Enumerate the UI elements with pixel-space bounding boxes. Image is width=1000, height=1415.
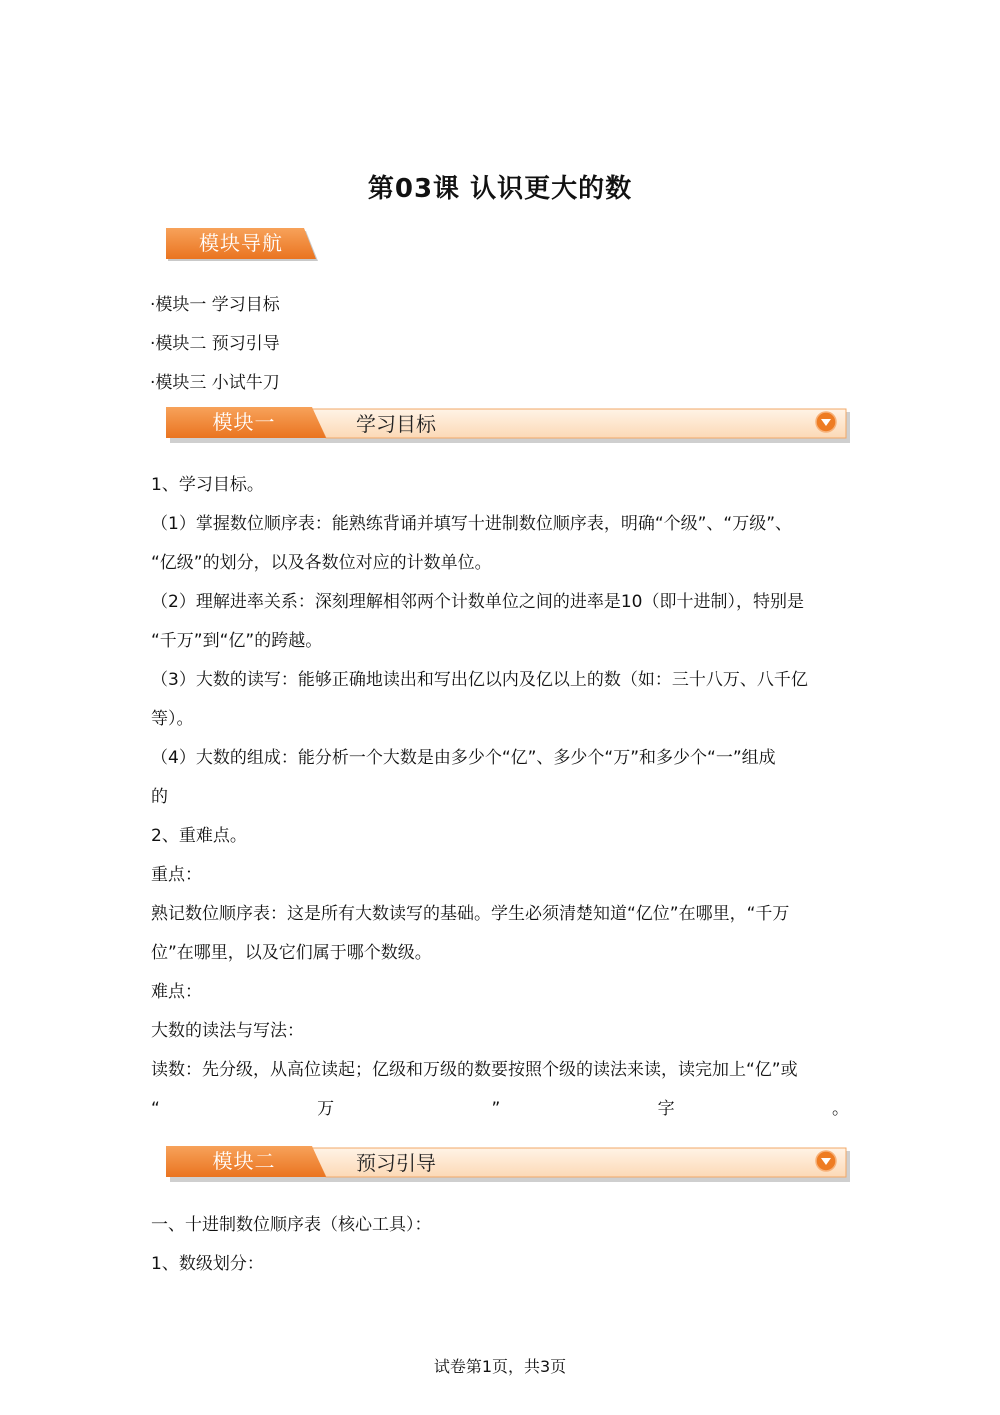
text-line: 1、学习目标。 <box>151 475 264 495</box>
module2-name: 预习引导 <box>356 1151 436 1175</box>
text-fragment: 字 <box>657 1099 675 1119</box>
chevron-down-icon[interactable] <box>815 411 837 433</box>
text-line: （2）理解进率关系：深刻理解相邻两个计数单位之间的进率是10（即十进制），特别是 <box>151 592 804 612</box>
text-line: 难点： <box>151 982 202 1002</box>
text-line: “亿级”的划分，以及各数位对应的计数单位。 <box>151 553 492 573</box>
text-line: 读数：先分级，从高位读起；亿级和万级的数要按照个级的读法来读，读完加上“亿”或 <box>151 1060 798 1080</box>
nav-item[interactable]: ·模块二 预习引导 <box>150 334 280 354</box>
text-line: 1、数级划分： <box>151 1254 264 1274</box>
text-fragment: 。 <box>832 1099 849 1119</box>
page-footer: 试卷第1页，共3页 <box>433 1357 567 1376</box>
text-line: （4）大数的组成：能分析一个大数是由多少个“亿”、多少个“万”和多少个“一”组成 <box>151 748 776 768</box>
text-line: （1）掌握数位顺序表：能熟练背诵并填写十进制数位顺序表，明确“个级”、“万级”、 <box>151 514 793 534</box>
text-fragment: ” <box>491 1099 501 1119</box>
text-line: 2、重难点。 <box>151 826 247 846</box>
text-line: （3）大数的读写：能够正确地读出和写出亿以内及亿以上的数（如：三十八万、八千亿 <box>151 670 808 690</box>
module1-label: 模块一 <box>212 410 276 434</box>
nav-item[interactable]: ·模块三 小试牛刀 <box>150 373 280 393</box>
page-title: 第03课 认识更大的数 <box>367 174 633 204</box>
text-line: 位”在哪里，以及它们属于哪个数级。 <box>151 943 432 963</box>
text-line: 等）。 <box>151 709 194 729</box>
module2-label: 模块二 <box>212 1149 276 1173</box>
nav-item[interactable]: ·模块一 学习目标 <box>150 295 280 315</box>
module1-name: 学习目标 <box>356 412 436 436</box>
text-line: 的 <box>151 787 168 807</box>
chevron-down-icon[interactable] <box>815 1150 837 1172</box>
module-nav-tab <box>166 228 318 261</box>
justified-text-line <box>151 1090 849 1129</box>
module1-header <box>166 407 850 443</box>
text-line: 一、十进制数位顺序表（核心工具）： <box>151 1215 432 1235</box>
module2-header <box>166 1146 850 1182</box>
text-fragment: “ <box>151 1099 160 1119</box>
module-nav-list <box>150 290 280 407</box>
text-line: “千万”到“亿”的跨越。 <box>151 631 323 651</box>
text-line: 大数的读法与写法： <box>151 1021 304 1041</box>
module2-content <box>151 1206 849 1284</box>
text-line: 熟记数位顺序表：这是所有大数读写的基础。学生必须清楚知道“亿位”在哪里，“千万 <box>151 904 790 924</box>
nav-tab-label: 模块导航 <box>199 231 283 255</box>
text-fragment: 万 <box>317 1099 335 1119</box>
module1-content <box>151 466 849 1129</box>
text-line: 重点： <box>151 865 202 885</box>
